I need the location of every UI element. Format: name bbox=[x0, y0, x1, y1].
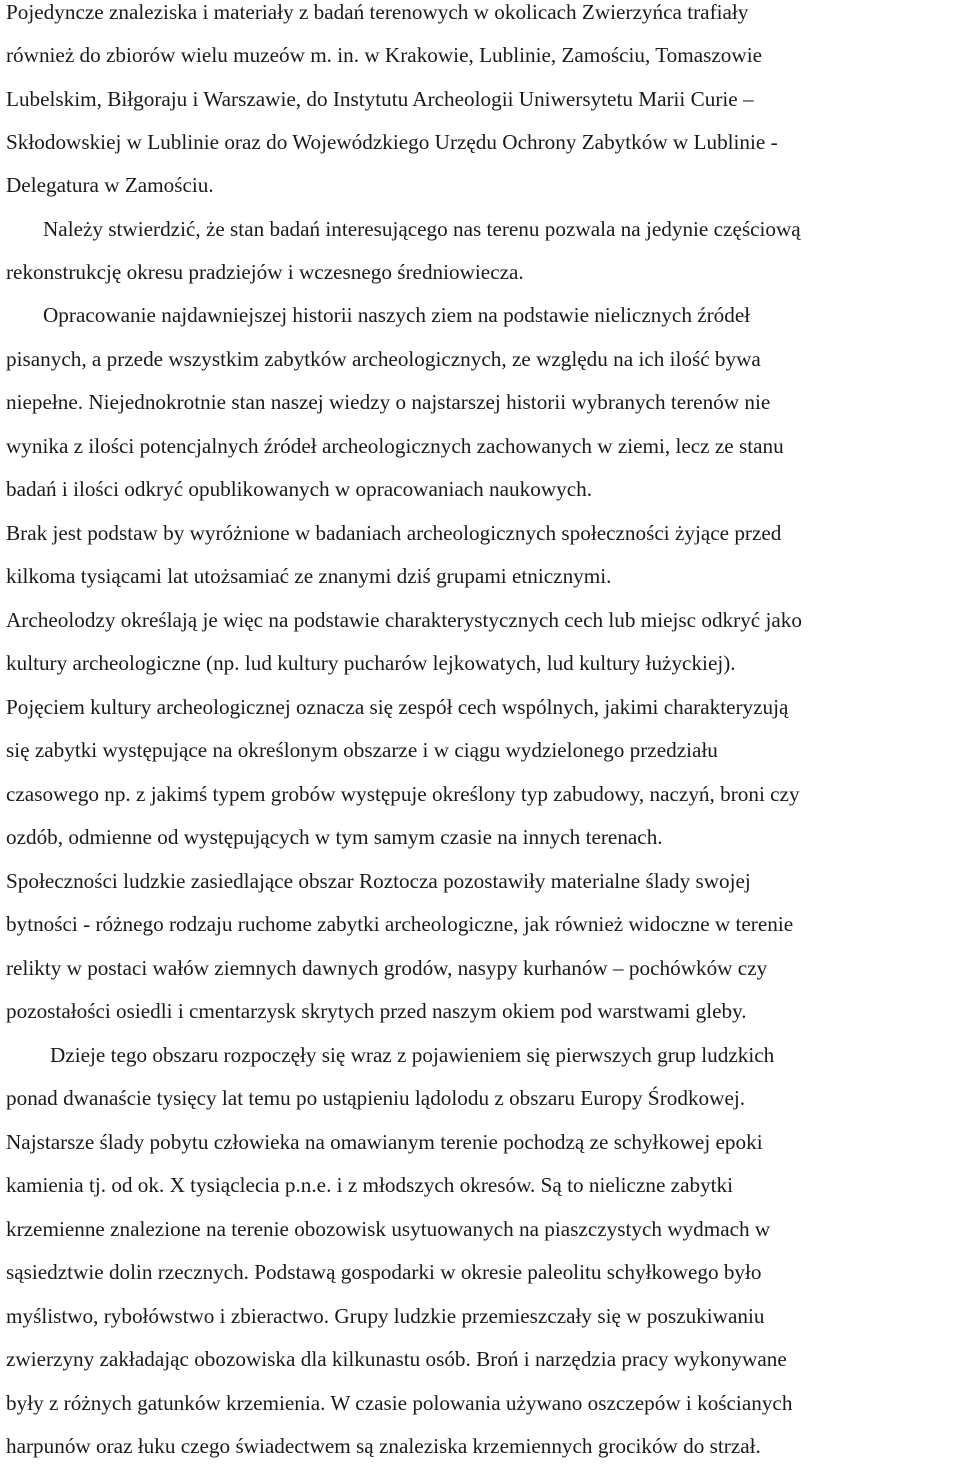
text-line: Należy stwierdzić, że stan badań interesującego nas terenu pozwala na jedynie częściową bbox=[43, 217, 801, 241]
text-line: również do zbiorów wielu muzeów m. in. w Krakowie, Lublinie, Zamościu, Tomaszowie bbox=[6, 43, 762, 67]
text-line: badań i ilości odkryć opublikowanych w opracowaniach naukowych. bbox=[6, 477, 593, 501]
text-line: Opracowanie najdawniejszej historii naszych ziem na podstawie nielicznych źródeł bbox=[43, 303, 751, 327]
text-line: kilkoma tysiącami lat utożsamiać ze znanymi dziś grupami etnicznymi. bbox=[6, 564, 612, 588]
text-line: kultury archeologiczne (np. lud kultury pucharów lejkowatych, lud kultury łużyckiej). bbox=[6, 651, 736, 675]
text-line: bytności - różnego rodzaju ruchome zabytki archeologiczne, jak również widoczne w terenie bbox=[6, 912, 794, 936]
text-line: relikty w postaci wałów ziemnych dawnych grodów, nasypy kurhanów – pochówków czy bbox=[6, 956, 768, 980]
text-line: Archeolodzy określają je więc na podstawie charakterystycznych cech lub miejsc odkryć jako bbox=[6, 608, 802, 632]
text-line: sąsiedztwie dolin rzecznych. Podstawą gospodarki w okresie paleolitu schyłkowego było bbox=[6, 1260, 762, 1284]
text-line: rekonstrukcję okresu pradziejów i wczesnego średniowiecza. bbox=[6, 260, 524, 284]
text-line: krzemienne znalezione na terenie obozowisk usytuowanych na piaszczystych wydmach w bbox=[6, 1217, 771, 1241]
text-line: niepełne. Niejednokrotnie stan naszej wiedzy o najstarszej historii wybranych terenów nie bbox=[6, 390, 771, 414]
text-line: Brak jest podstaw by wyróżnione w badaniach archeologicznych społeczności żyjące przed bbox=[6, 521, 782, 545]
text-line: Najstarsze ślady pobytu człowieka na omawianym terenie pochodzą ze schyłkowej epoki bbox=[6, 1130, 763, 1154]
text-line: zwierzyny zakładając obozowiska dla kilkunastu osób. Broń i narzędzia pracy wykonywane bbox=[6, 1347, 787, 1371]
text-line: Skłodowskiej w Lublinie oraz do Wojewódzkiego Urzędu Ochrony Zabytków w Lublinie - bbox=[6, 130, 778, 154]
text-line: Delegatura w Zamościu. bbox=[6, 173, 214, 197]
text-line: się zabytki występujące na określonym obszarze i w ciągu wydzielonego przedziału bbox=[6, 738, 718, 762]
text-line: pozostałości osiedli i cmentarzysk skrytych przed naszym okiem pod warstwami gleby. bbox=[6, 999, 747, 1023]
text-line: kamienia tj. od ok. X tysiąclecia p.n.e. i z młodszych okresów. Są to nieliczne zabytki bbox=[6, 1173, 734, 1197]
text-line: Społeczności ludzkie zasiedlające obszar Roztocza pozostawiły materialne ślady swojej bbox=[6, 869, 751, 893]
text-line: Dzieje tego obszaru rozpoczęły się wraz z pojawieniem się pierwszych grup ludzkich bbox=[50, 1043, 775, 1067]
text-line: Pojęciem kultury archeologicznej oznacza się zespół cech wspólnych, jakimi charakteryzują bbox=[6, 695, 789, 719]
text-line: ponad dwanaście tysięcy lat temu po ustąpieniu lądolodu z obszaru Europy Środkowej. bbox=[6, 1086, 746, 1110]
text-line: pisanych, a przede wszystkim zabytków archeologicznych, ze względu na ich ilość bywa bbox=[6, 347, 761, 371]
text-line: czasowego np. z jakimś typem grobów występuje określony typ zabudowy, naczyń, broni czy bbox=[6, 782, 800, 806]
text-line: ozdób, odmienne od występujących w tym samym czasie na innych terenach. bbox=[6, 825, 663, 849]
text-line: harpunów oraz łuku czego świadectwem są znaleziska krzemiennych grocików do strzał. bbox=[6, 1434, 761, 1458]
text-line: wynika z ilości potencjalnych źródeł archeologicznych zachowanych w ziemi, lecz ze stanu bbox=[6, 434, 784, 458]
text-line: Lubelskim, Biłgoraju i Warszawie, do Instytutu Archeologii Uniwersytetu Marii Curie – bbox=[6, 87, 754, 111]
text-line: Pojedyncze znaleziska i materiały z badań terenowych w okolicach Zwierzyńca trafiały bbox=[6, 0, 749, 24]
text-line: były z różnych gatunków krzemienia. W czasie polowania używano oszczepów i kościanych bbox=[6, 1391, 793, 1415]
text-line: myślistwo, rybołówstwo i zbieractwo. Grupy ludzkie przemieszczały się w poszukiwaniu bbox=[6, 1304, 765, 1328]
